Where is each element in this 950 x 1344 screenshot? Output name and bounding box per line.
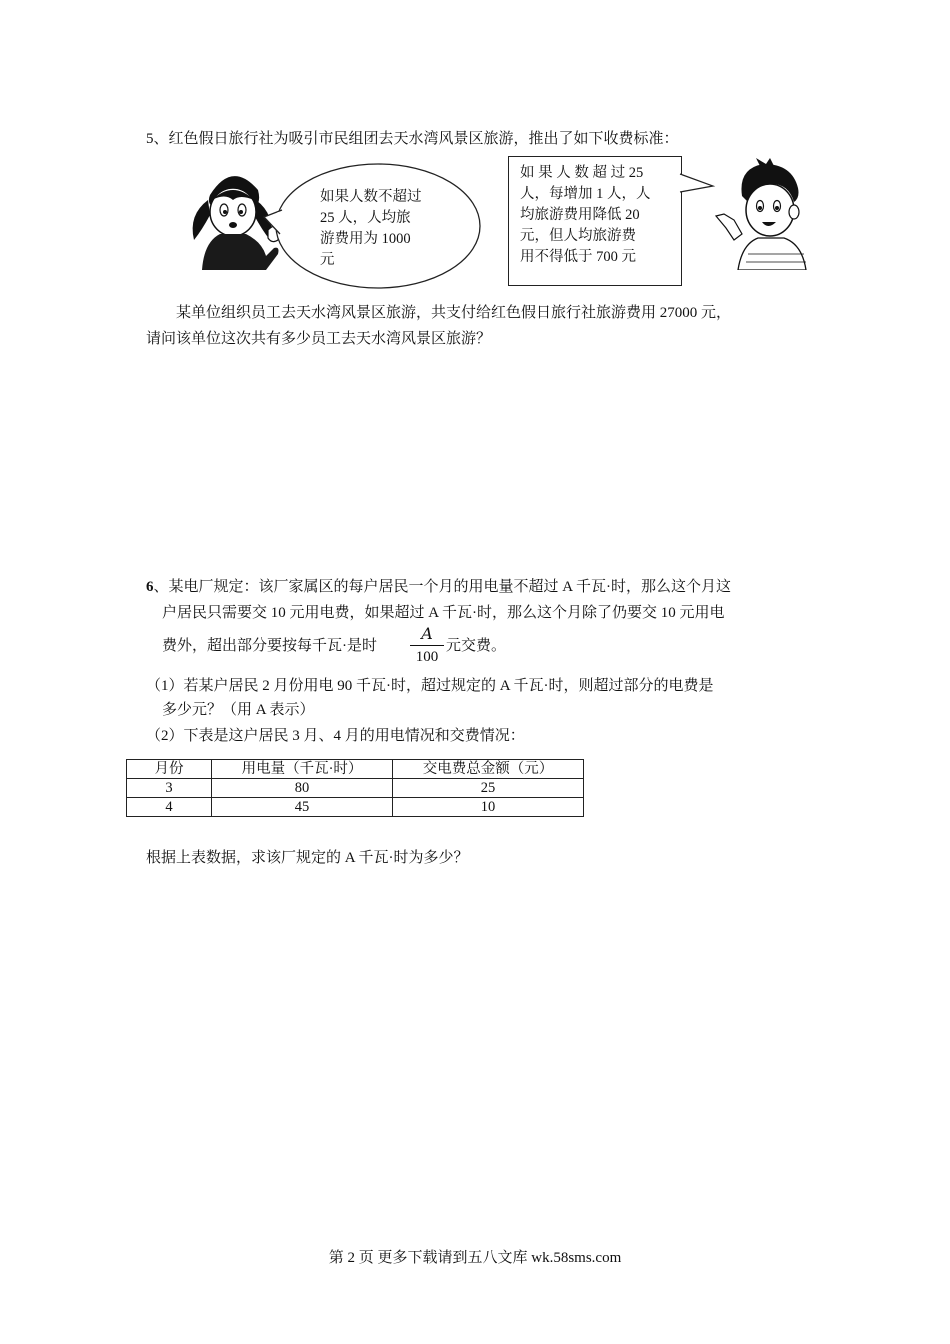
boy-bubble-line: 均旅游费用降低 20	[520, 207, 640, 223]
girl-bubble-line: 如果人数不超过	[320, 189, 422, 205]
girl-bubble-line: 游费用为 1000	[320, 231, 411, 247]
q6-line3-before: 费外，超出部分要按每千瓦·是时	[162, 638, 377, 654]
table-cell: 4	[127, 798, 212, 817]
table-cell: 10	[393, 798, 584, 817]
table-cell: 45	[212, 798, 393, 817]
q6-sub1-line2: 多少元？（用 A 表示）	[162, 702, 315, 718]
table-cell: 3	[127, 779, 212, 798]
girl-bubble-line: 元	[320, 252, 335, 268]
q6-line2: 户居民只需要交 10 元用电费，如果超过 A 千瓦·时，那么这个月除了仍要交 10 元用电	[162, 605, 725, 621]
table-header-row	[127, 760, 584, 779]
fraction-bar	[410, 645, 444, 646]
q5-body-line1: 某单位组织员工去天水湾风景区旅游，共支付给红色假日旅行社旅游费用 27000 元，	[176, 305, 732, 321]
table-row	[127, 798, 584, 817]
fraction-numerator: A	[421, 624, 433, 643]
girl-bubble-line: 25 人，人均旅	[320, 210, 411, 226]
q6-sub1-line1: （1）若某户居民 2 月份用电 90 千瓦·时，超过规定的 A 千瓦·时，则超过部分的电费是	[146, 678, 714, 694]
q6-line1-text: 、某电厂规定：该厂家属区的每户居民一个月的用电量不超过 A 千瓦·时，那么这个月这	[153, 579, 732, 595]
table-header-month: 月份	[127, 760, 212, 779]
q6-number: 6	[146, 579, 154, 595]
boy-illustration	[708, 158, 813, 270]
boy-bubble-line: 如 果 人 数 超 过 25	[520, 165, 644, 181]
q6-line1	[146, 577, 731, 597]
page-footer: 第 2 页 更多下载请到五八文库 wk.58sms.com	[328, 1250, 622, 1266]
q5-intro: 5、红色假日旅行社为吸引市民组团去天水湾风景区旅游，推出了如下收费标准：	[146, 131, 679, 147]
table-cell: 80	[212, 779, 393, 798]
table-row	[127, 779, 584, 798]
boy-bubble-text	[520, 163, 651, 268]
q6-line3-after: 元交费。	[446, 638, 507, 654]
table-header-usage: 用电量（千瓦·时）	[212, 760, 393, 779]
table-header-fee: 交电费总金额（元）	[393, 760, 584, 779]
q5-body-line2: 请问该单位这次共有多少员工去天水湾风景区旅游？	[146, 331, 492, 347]
table-cell: 25	[393, 779, 584, 798]
boy-bubble-line: 人，每增加 1 人，人	[520, 186, 651, 202]
electricity-table	[126, 759, 584, 817]
q6-question: 根据上表数据，求该厂规定的 A 千瓦·时为多少？	[146, 850, 469, 866]
boy-bubble-line: 用不得低于 700 元	[520, 249, 636, 265]
girl-bubble-text	[320, 187, 422, 271]
q6-sub2: （2）下表是这户居民 3 月、4 月的用电情况和交费情况：	[146, 728, 525, 744]
boy-bubble-line: 元，但人均旅游费	[520, 228, 636, 244]
fraction-denominator: 100	[415, 649, 439, 665]
fraction-a-over-100	[410, 624, 444, 667]
